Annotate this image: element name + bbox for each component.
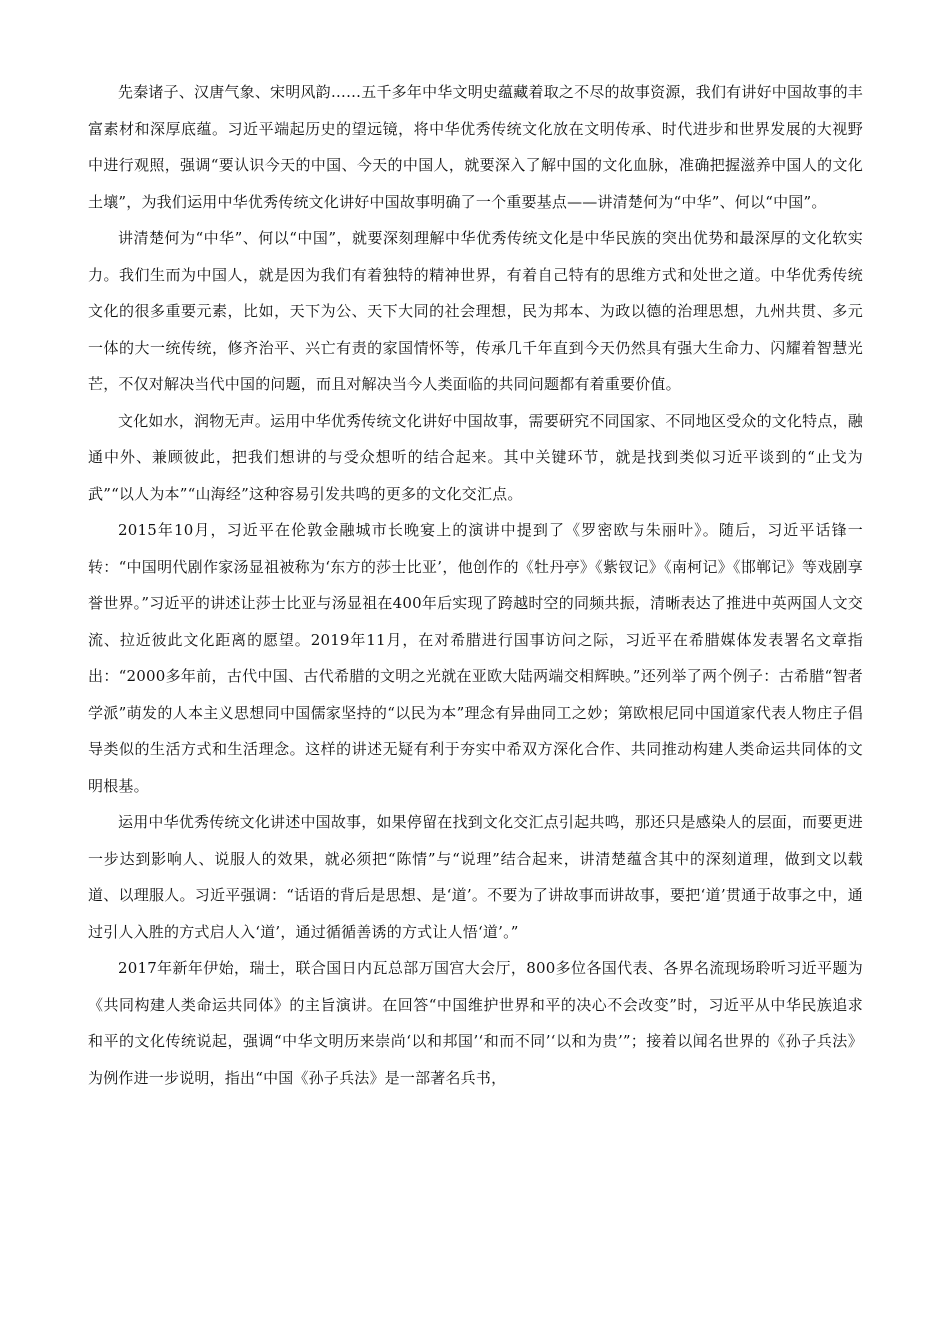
paragraph: 文化如水，润物无声。运用中华优秀传统文化讲好中国故事，需要研究不同国家、不同地区受众的文化特点，融通中外、兼顾彼此，把我们想讲的与受众想听的结合起来。其中关键环节，就是找到类似习近平谈到的“止戈为武”“以人为本”“山海经”这种容易引发共鸣的更多的文化交汇点。	[88, 411, 863, 503]
paragraph: 2017年新年伊始，瑞士，联合国日内瓦总部万国宫大会厅，800多位各国代表、各界名流现场聆听习近平题为《共同构建人类命运共同体》的主旨演讲。在回答“中国维护世界和平的决心不会改变”时，习近平从中华民族追求和平的文化传统说起，强调“中华文明历来崇尚‘以和邦国’‘和而不同’‘以和为贵’”；接着以闻名世界的《孙子兵法》为例作进一步说明，指出“中国《孙子兵法》是一部著名兵书，	[88, 959, 863, 1087]
paragraph: 2015年10月，习近平在伦敦金融城市长晚宴上的演讲中提到了《罗密欧与朱丽叶》。随后，习近平话锋一转：“中国明代剧作家汤显祖被称为‘东方的莎士比亚’，他创作的《牡丹亭》《紫钗记》《南柯记》《邯郸记》等戏剧享誉世界。”习近平的讲述让莎士比亚与汤显祖在400年后实现了跨越时空的同频共振，清晰表达了推进中英两国人文交流、拉近彼此文化距离的愿望。2019年11月，在对希腊进行国事访问之际，习近平在希腊媒体发表署名文章指出：“2000多年前，古代中国、古代希腊的文明之光就在亚欧大陆两端交相辉映。”还列举了两个例子：古希腊“智者学派”萌发的人本主义思想同中国儒家坚持的“以民为本”理念有异曲同工之妙；第欧根尼同中国道家代表人物庄子倡导类似的生活方式和生活理念。这样的讲述无疑有利于夯实中希双方深化合作、共同推动构建人类命运共同体的文明根基。	[88, 521, 863, 795]
paragraph: 先秦诸子、汉唐气象、宋明风韵……五千多年中华文明史蕴藏着取之不尽的故事资源，我们有讲好中国故事的丰富素材和深厚底蕴。习近平端起历史的望远镜，将中华优秀传统文化放在文明传承、时代进步和世界发展的大视野中进行观照，强调“要认识今天的中国、今天的中国人，就要深入了解中国的文化血脉，准确把握滋养中国人的文化土壤”，为我们运用中华优秀传统文化讲好中国故事明确了一个重要基点——讲清楚何为“中华”、何以“中国”。	[88, 83, 863, 211]
paragraph: 讲清楚何为“中华”、何以“中国”，就要深刻理解中华优秀传统文化是中华民族的突出优势和最深厚的文化软实力。我们生而为中国人，就是因为我们有着独特的精神世界，有着自己特有的思维方式和处世之道。中华优秀传统文化的很多重要元素，比如，天下为公、天下大同的社会理想，民为邦本、为政以德的治理思想，九州共贯、多元一体的大一统传统，修齐治平、兴亡有责的家国情怀等，传承几千年直到今天仍然具有强大生命力、闪耀着智慧光芒，不仅对解决当代中国的问题，而且对解决当今人类面临的共同问题都有着重要价值。	[88, 229, 863, 393]
document-body	[88, 74, 863, 1096]
paragraph: 运用中华优秀传统文化讲述中国故事，如果停留在找到文化交汇点引起共鸣，那还只是感染人的层面，而要更进一步达到影响人、说服人的效果，就必须把“陈情”与“说理”结合起来，讲清楚蕴含其中的深刻道理，做到文以载道、以理服人。习近平强调：“话语的背后是思想、是‘道’。不要为了讲故事而讲故事，要把‘道’贯通于故事之中，通过引人入胜的方式启人入‘道’，通过循循善诱的方式让人悟‘道’。”	[88, 813, 863, 941]
